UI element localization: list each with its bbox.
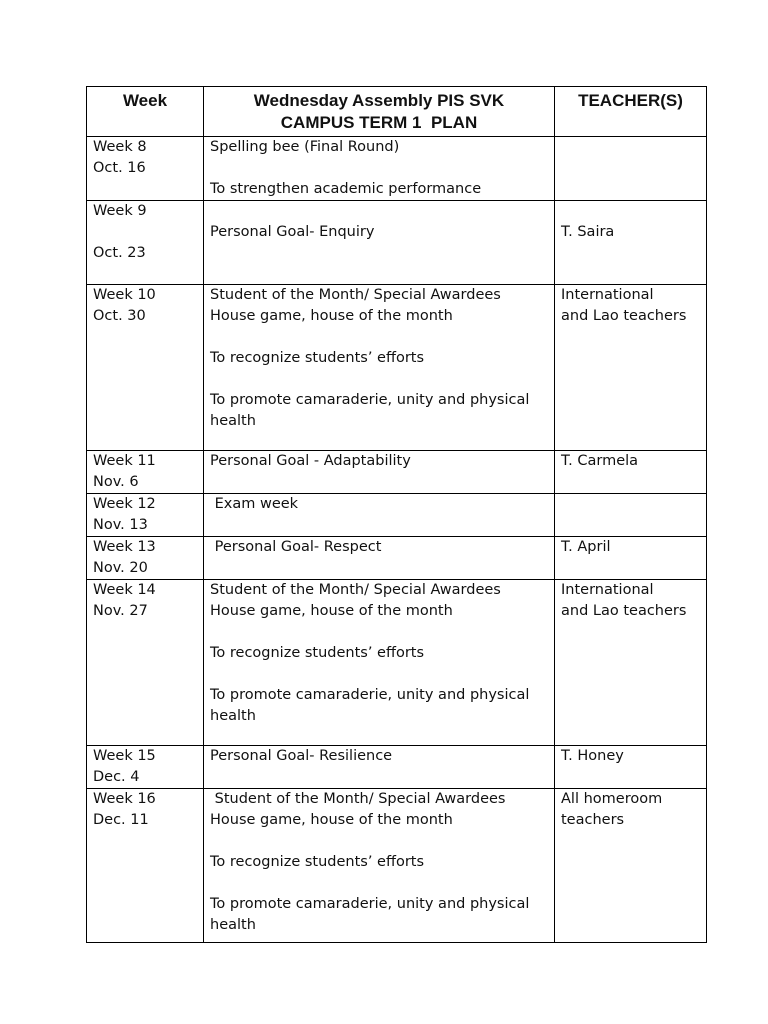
plan-line: To promote camaraderie, unity and physical health [210,896,534,933]
plan-line: Spelling bee (Final Round) [210,139,400,155]
assembly-plan-table [86,86,707,943]
plan-line: Student of the Month/ Special Awardees [210,791,506,807]
spacer [210,327,548,348]
plan-cell [204,580,555,746]
spacer [210,873,548,894]
teacher-line: teachers [561,812,625,828]
plan-line: Student of the Month/ Special Awardees [210,287,501,303]
plan-cell [204,137,555,201]
week-label: Week 12 [93,496,156,512]
table-row [87,494,707,537]
week-label: Week 10 [93,287,156,303]
plan-line: To recognize students’ efforts [210,645,425,661]
document-page [86,86,707,943]
table-row [87,789,707,943]
week-date: Oct. 16 [93,160,146,176]
week-cell [87,494,204,537]
header-plan-line-1: Wednesday Assembly PIS SVK [253,91,505,110]
plan-line: Student of the Month/ Special Awardees [210,582,501,598]
teacher-cell [555,451,707,494]
table-header-row [87,87,707,137]
table-row [87,580,707,746]
teacher-line: All homeroom [561,791,663,807]
plan-line: To recognize students’ efforts [210,854,425,870]
week-date: Nov. 13 [93,517,148,533]
plan-cell [204,451,555,494]
week-cell [87,580,204,746]
plan-cell [204,201,555,285]
teacher-line: International [561,582,654,598]
spacer [210,622,548,643]
spacer [210,831,548,852]
teacher-line: T. April [561,539,611,555]
teacher-line: and Lao teachers [561,308,687,324]
plan-line: Exam week [210,496,299,512]
week-label: Week 8 [93,139,147,155]
plan-cell [204,285,555,451]
spacer [210,201,548,222]
plan-line: Personal Goal- Enquiry [210,224,375,240]
week-label: Week 11 [93,453,156,469]
teacher-cell [555,494,707,537]
teacher-cell [555,137,707,201]
week-cell [87,746,204,789]
table-row [87,137,707,201]
table-row [87,537,707,580]
week-cell [87,285,204,451]
plan-line: To promote camaraderie, unity and physical health [210,392,534,429]
week-date: Nov. 6 [93,474,139,490]
plan-line: Personal Goal- Resilience [210,748,393,764]
header-teachers: TEACHER(S) [555,87,707,137]
teacher-line: T. Honey [561,748,624,764]
plan-line: To recognize students’ efforts [210,350,425,366]
teacher-cell [555,580,707,746]
teacher-line: International [561,287,654,303]
teacher-cell [555,201,707,285]
spacer [561,201,700,222]
spacer [210,158,548,179]
spacer [93,222,197,243]
week-label: Week 9 [93,203,147,219]
teacher-cell [555,537,707,580]
week-label: Week 13 [93,539,156,555]
week-label: Week 16 [93,791,156,807]
teacher-line: and Lao teachers [561,603,687,619]
week-label: Week 15 [93,748,156,764]
week-date: Oct. 30 [93,308,146,324]
plan-cell [204,494,555,537]
spacer [210,369,548,390]
header-plan-line-2: CAMPUS TERM 1 PLAN [280,113,478,132]
week-date: Nov. 20 [93,560,148,576]
teacher-cell [555,285,707,451]
plan-line: Personal Goal - Adaptability [210,453,411,469]
table-row [87,285,707,451]
teacher-line: T. Carmela [561,453,639,469]
week-cell [87,201,204,285]
plan-line: Personal Goal- Respect [210,539,382,555]
teacher-cell [555,789,707,943]
header-plan [204,87,555,137]
week-cell [87,537,204,580]
plan-line: To promote camaraderie, unity and physical health [210,687,534,724]
plan-cell [204,746,555,789]
week-date: Dec. 4 [93,769,140,785]
plan-cell [204,789,555,943]
table-row [87,201,707,285]
table-row [87,746,707,789]
week-date: Dec. 11 [93,812,149,828]
week-cell [87,789,204,943]
week-date: Nov. 27 [93,603,148,619]
plan-cell [204,537,555,580]
plan-line: House game, house of the month [210,308,453,324]
plan-line: House game, house of the month [210,812,453,828]
plan-line: House game, house of the month [210,603,453,619]
teacher-cell [555,746,707,789]
week-date: Oct. 23 [93,245,146,261]
teacher-line: T. Saira [561,224,615,240]
header-week: Week [87,87,204,137]
table-row [87,451,707,494]
week-label: Week 14 [93,582,156,598]
week-cell [87,451,204,494]
spacer [210,664,548,685]
week-cell [87,137,204,201]
plan-line: To strengthen academic performance [210,181,482,197]
